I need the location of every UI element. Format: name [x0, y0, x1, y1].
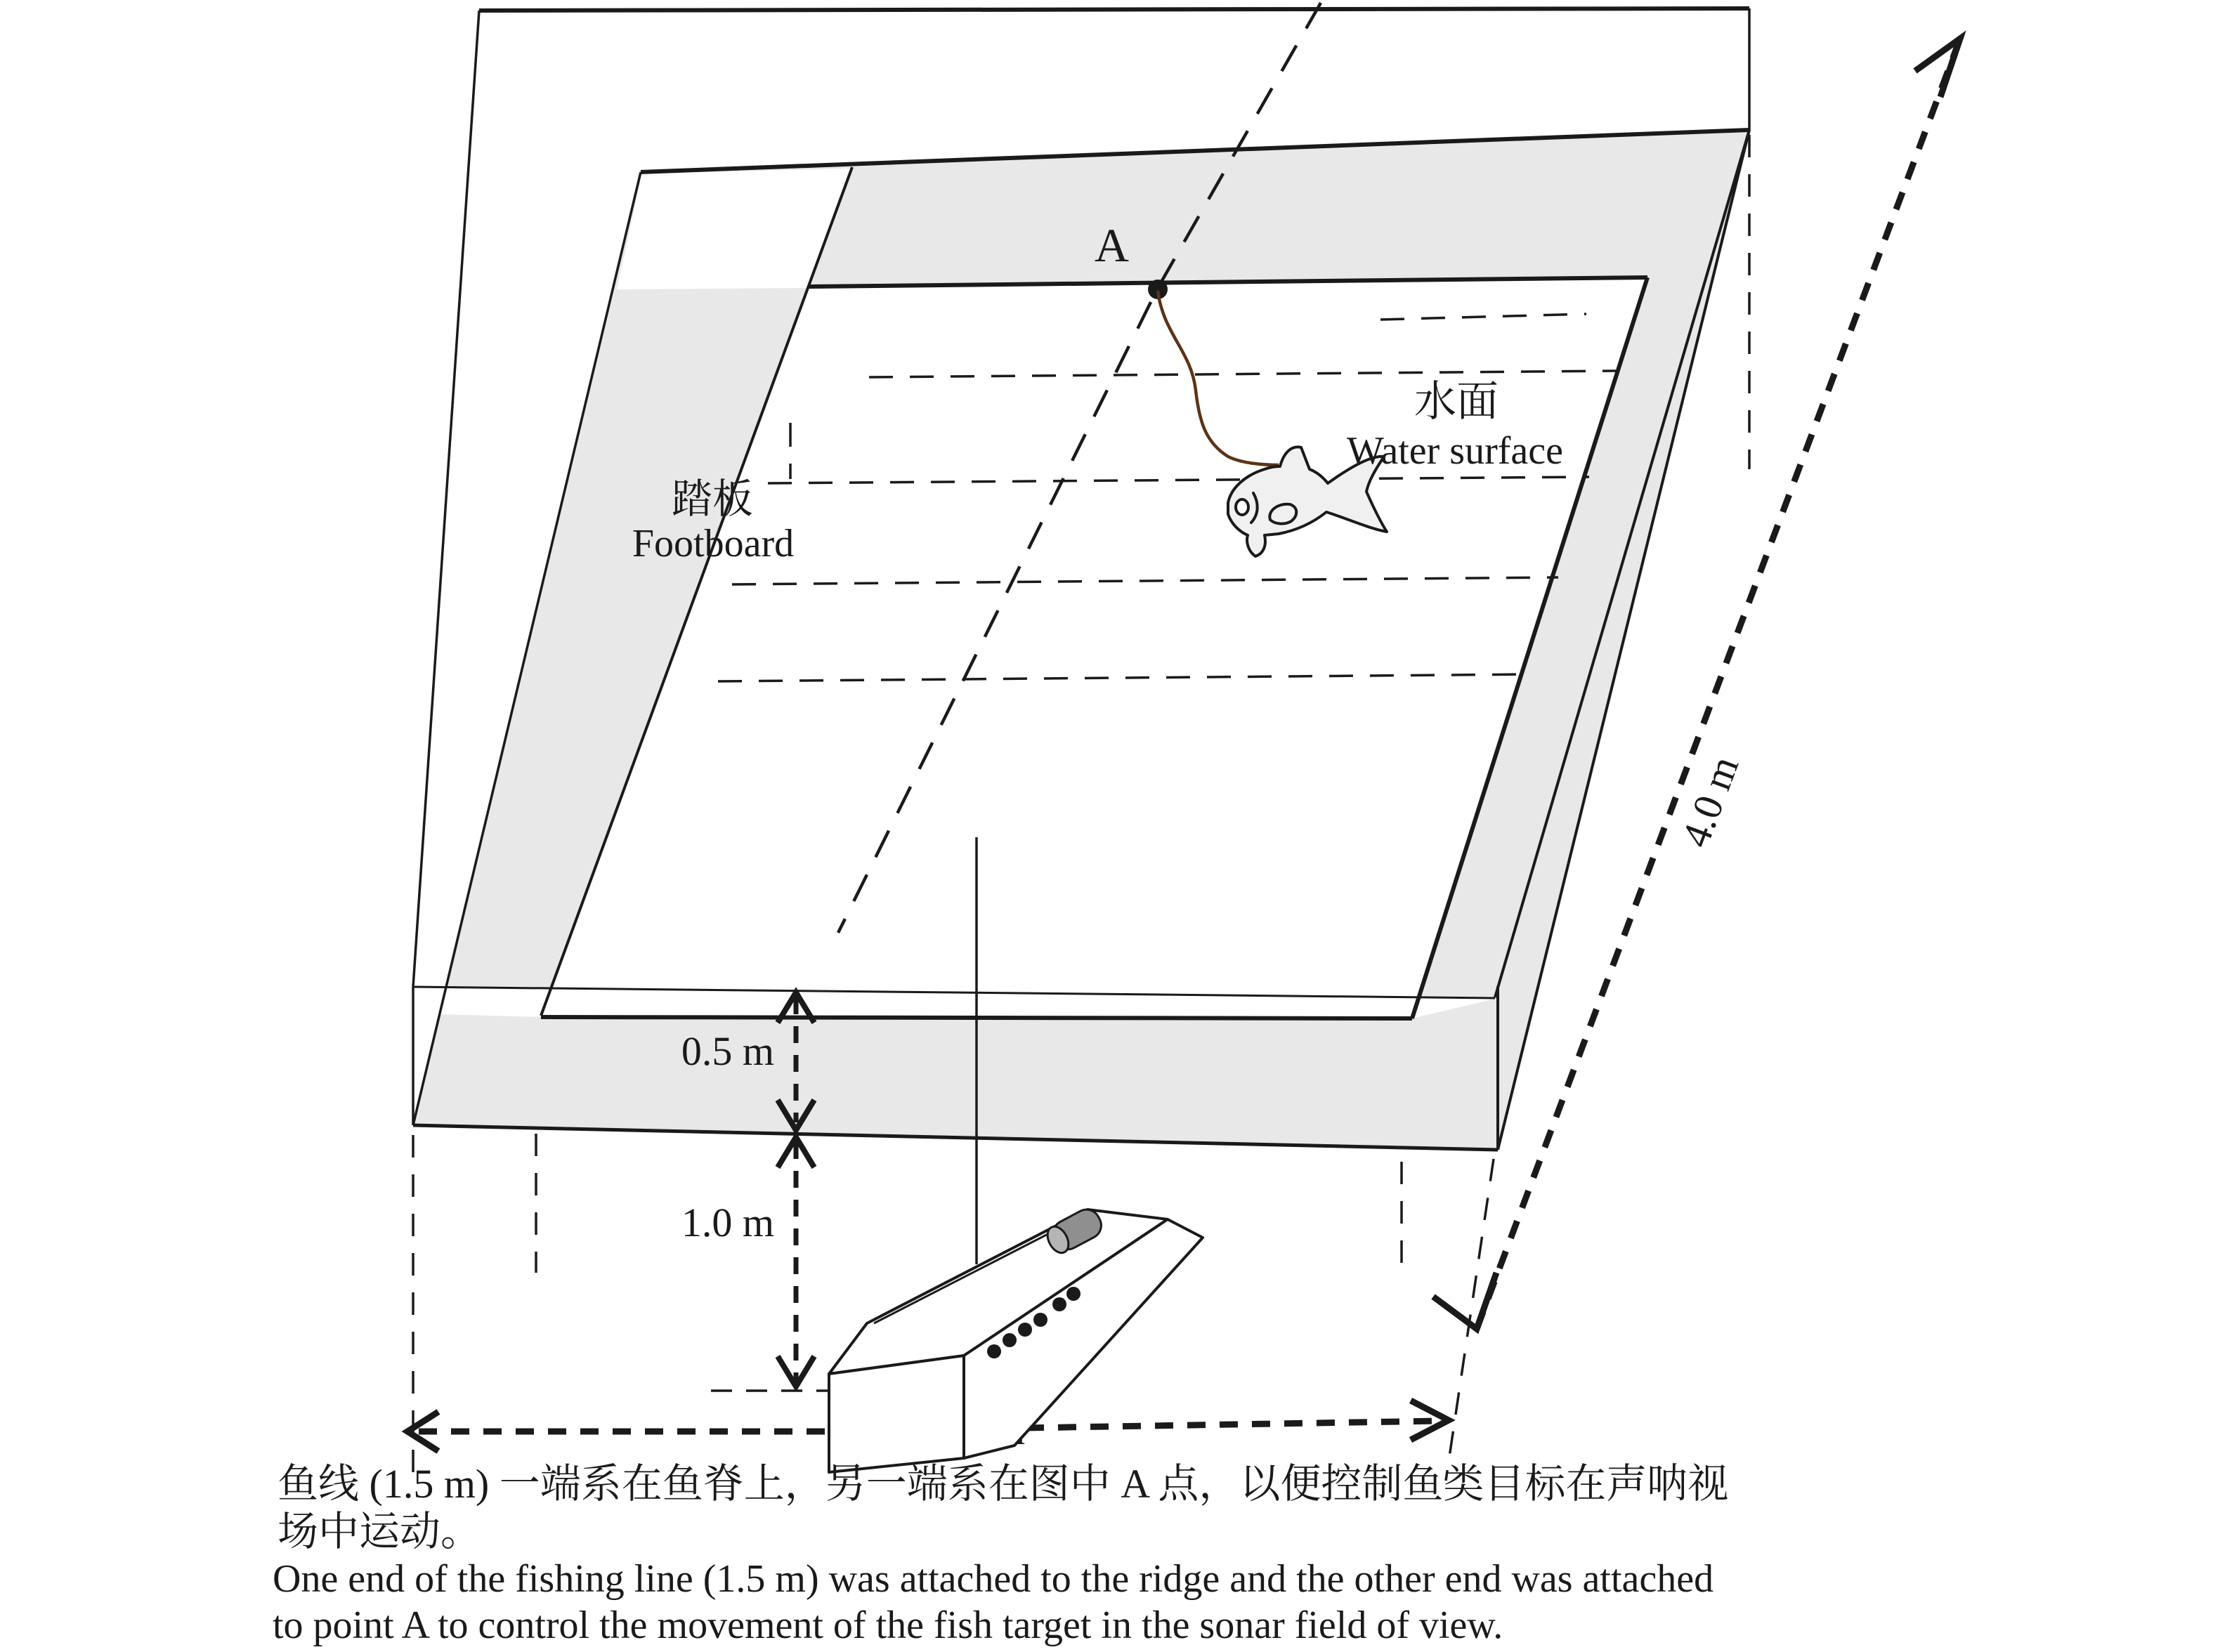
tank-top-rim-edge	[479, 8, 1749, 11]
footboard-label-en: Footboard	[632, 522, 795, 565]
point-a-label: A	[1094, 218, 1129, 272]
water-ripple-line	[718, 674, 1528, 681]
sonar-end-face	[829, 1356, 964, 1472]
tank	[413, 8, 1749, 1150]
water-ripple-line	[869, 371, 1616, 377]
footboard-label-cn: 踏板	[671, 476, 754, 522]
sonar-axis-dashed-line	[838, 3, 1321, 933]
dimension-sonar-offset	[778, 1137, 814, 1386]
dimension-sonar-offset-label: 1.0 m	[681, 1200, 774, 1245]
water-ripple-line	[732, 577, 1558, 584]
caption-cn-line1: 鱼线 (1.5 m) 一端系在鱼脊上，另一端系在图中 A 点，以便控制鱼类目标在声呐视	[278, 1461, 1729, 1507]
dimension-depth-front-label: 0.5 m	[681, 1028, 774, 1074]
water-ripple-line	[1380, 314, 1586, 320]
caption-en-line2: to point A to control the movement of the fish target in the sonar field of view.	[273, 1604, 1503, 1647]
dim-shaft	[1026, 1421, 1439, 1428]
arrowhead-up-icon	[1915, 39, 1960, 97]
dimension-length-label: 4.0 m	[1672, 749, 1748, 853]
caption-en-line1: One end of the fishing line (1.5 m) was attached to the ridge and the other end was attached	[273, 1557, 1714, 1601]
sonar-device	[829, 1205, 1203, 1472]
water-ripple-lines	[718, 314, 1616, 681]
water-ripple-line	[768, 477, 1589, 483]
arrowhead-down-icon	[778, 1356, 814, 1386]
arrowhead-down-icon	[1433, 1273, 1496, 1329]
water-surface-label-cn: 水面	[1414, 379, 1499, 425]
figure-caption	[273, 1461, 1728, 1647]
caption-cn-line2: 场中运动。	[278, 1509, 482, 1554]
fish-eye	[1236, 499, 1248, 515]
tank-left-outer-edge	[413, 11, 479, 987]
water-surface-label-en: Water surface	[1347, 429, 1563, 473]
fishing-line	[1158, 291, 1279, 465]
